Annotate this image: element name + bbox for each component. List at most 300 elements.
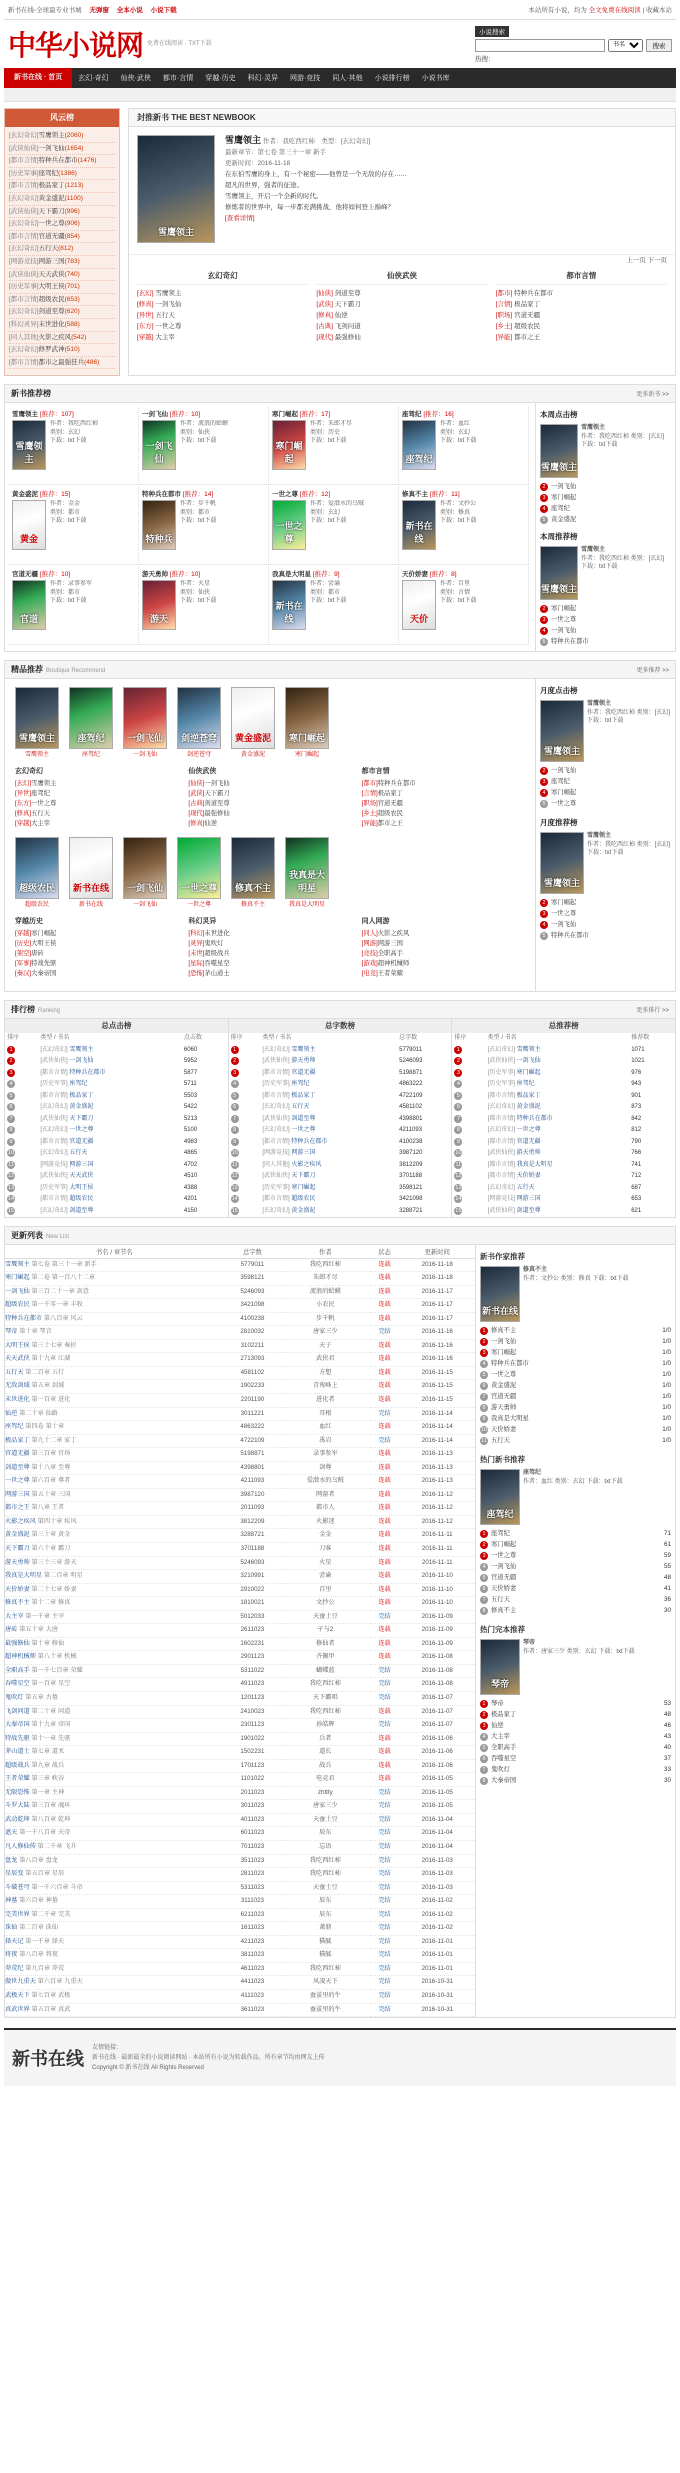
wind-rank-item[interactable] xyxy=(9,231,115,244)
table-row[interactable] xyxy=(5,1813,475,1827)
rank-book-name[interactable]: 座驾纪 xyxy=(515,1081,535,1087)
table-row[interactable] xyxy=(5,1976,475,1990)
nav-item[interactable]: 都市·言情 xyxy=(162,75,194,82)
rank-book-name[interactable]: 天天武侠 xyxy=(67,1173,94,1179)
item-name[interactable]: 都市之王 xyxy=(377,820,403,827)
rank-book-name[interactable]: 网游三国 xyxy=(67,1161,94,1168)
item-name[interactable]: 大明王侯 xyxy=(31,940,57,947)
wind-rank-item[interactable] xyxy=(9,180,115,193)
wind-rank-item[interactable] xyxy=(9,218,115,231)
table-row[interactable] xyxy=(5,1461,475,1475)
table-row[interactable] xyxy=(5,2003,475,2017)
pick-cover-title[interactable]: 寒门崛起 xyxy=(294,752,319,758)
side-list-item[interactable] xyxy=(480,1775,671,1786)
wind-rank-item[interactable] xyxy=(9,357,115,370)
table-row[interactable] xyxy=(229,1125,452,1137)
update-chapter[interactable]: 第六百章 九重天 xyxy=(35,1978,83,1986)
pick-cover[interactable] xyxy=(123,837,167,899)
book-cover[interactable] xyxy=(402,580,436,630)
list-item[interactable] xyxy=(362,929,525,939)
update-author[interactable]: 道长 xyxy=(281,1746,369,1760)
item-name[interactable]: 天下霸刀 xyxy=(204,790,230,797)
pick-cover-item[interactable] xyxy=(231,687,275,758)
item-name[interactable]: 吞噬星空 xyxy=(204,960,230,967)
side-item-name[interactable]: 一世之尊 xyxy=(491,1371,517,1378)
side-item-name[interactable]: 全职高手 xyxy=(491,1744,517,1751)
table-row[interactable] xyxy=(5,1570,475,1584)
side-top-book[interactable] xyxy=(480,1469,671,1525)
update-chapter[interactable]: 第二十章 仙路 xyxy=(17,1409,58,1417)
item-name[interactable]: 极品家丁 xyxy=(377,790,403,797)
update-chapter[interactable]: 第三章 峡谷 xyxy=(29,1775,65,1783)
item-name[interactable]: 最强修仙 xyxy=(332,334,361,341)
side-top-cover[interactable] xyxy=(540,546,578,600)
update-chapter[interactable]: 第三十七章 奏折 xyxy=(29,1341,77,1349)
update-author[interactable]: 小农民 xyxy=(281,1299,369,1313)
item-name[interactable]: 剑道至尊 xyxy=(332,290,361,297)
book-title[interactable]: 寒门崛起 [推荐：17] xyxy=(272,411,331,418)
list-item[interactable] xyxy=(15,799,178,809)
update-book-name[interactable]: 飞剑问道 xyxy=(5,1707,30,1715)
update-book-name[interactable]: 斗破苍穹 xyxy=(5,1883,30,1891)
side-list-item[interactable] xyxy=(480,1742,671,1753)
update-author[interactable]: 火星 xyxy=(281,1556,369,1570)
update-book-name[interactable]: 超级战兵 xyxy=(5,1761,30,1769)
pick-cover[interactable] xyxy=(177,687,221,749)
side-item-name[interactable]: 我真是大明星 xyxy=(491,1415,529,1422)
list-item[interactable] xyxy=(15,929,178,939)
search-type-select[interactable] xyxy=(608,39,643,52)
rank-book-name[interactable]: 一剑飞仙 xyxy=(38,144,65,152)
update-chapter[interactable]: 第二卷 第一百八十二章 xyxy=(29,1274,96,1282)
update-author[interactable]: 耳根 xyxy=(281,1407,369,1421)
update-author[interactable]: 百里 xyxy=(281,1583,369,1597)
list-item[interactable] xyxy=(362,819,525,829)
rank-book-name[interactable]: 超级农民 xyxy=(67,1196,94,1202)
side-list-item[interactable] xyxy=(480,1435,671,1446)
update-author[interactable]: 猫腻 xyxy=(281,1949,369,1963)
side-list-item[interactable] xyxy=(540,603,671,614)
side-list-item[interactable] xyxy=(540,930,671,941)
list-item[interactable] xyxy=(188,799,351,809)
update-chapter[interactable]: 第二十七章 娇妻 xyxy=(29,1585,77,1593)
item-name[interactable]: 剑道至尊 xyxy=(204,800,230,807)
update-book-name[interactable]: 都市之王 xyxy=(5,1504,30,1512)
update-book-name[interactable]: 斗罗大陆 xyxy=(5,1802,30,1810)
rank-book-name[interactable]: 黄金盛泥 xyxy=(67,1104,94,1110)
table-row[interactable] xyxy=(5,1326,475,1340)
pick-cover-item[interactable] xyxy=(15,687,59,758)
book-card[interactable] xyxy=(139,567,269,645)
list-item[interactable] xyxy=(362,959,525,969)
update-chapter[interactable]: 第二千章 完美 xyxy=(29,1910,71,1918)
book-cover[interactable] xyxy=(402,420,436,470)
pager-prev[interactable]: 上一页 xyxy=(626,257,646,264)
rank-book-name[interactable]: 游天勇帅 xyxy=(289,1058,316,1064)
side-top-title[interactable]: 琴帝 xyxy=(523,1640,536,1646)
item-name[interactable]: 官道无疆 xyxy=(512,312,541,319)
item-name[interactable]: 最强修仙 xyxy=(204,810,230,817)
update-author[interactable]: 辰东 xyxy=(281,1827,369,1841)
update-chapter[interactable]: 第二百章 明星 xyxy=(42,1572,83,1580)
rank-book-name[interactable]: 雪鹰领主 xyxy=(289,1046,316,1053)
update-chapter[interactable]: 第十九章 帝国 xyxy=(29,1721,71,1729)
table-row[interactable] xyxy=(5,1421,475,1435)
update-book-name[interactable]: 琴帝 xyxy=(5,1328,18,1336)
update-author[interactable]: 唐家三少 xyxy=(281,1800,369,1814)
pick-cover-title[interactable]: 雪鹰领主 xyxy=(24,752,49,758)
pick-cover-title[interactable]: 一世之尊 xyxy=(186,902,211,908)
rank-book-name[interactable]: 官道无疆 xyxy=(38,232,65,240)
update-chapter[interactable]: 第八百章 乾坤 xyxy=(29,1815,71,1823)
side-item-name[interactable]: 极品家丁 xyxy=(491,1711,517,1718)
side-item-name[interactable]: 修真不主 xyxy=(491,1327,517,1334)
update-chapter[interactable]: 第一章 主神 xyxy=(29,1788,65,1796)
list-item[interactable] xyxy=(137,321,308,332)
top-link-full-novels[interactable]: 全本小说 xyxy=(116,7,143,14)
side-item-name[interactable]: 特种兵在都市 xyxy=(491,1360,529,1367)
update-author[interactable]: 火影迷 xyxy=(281,1515,369,1529)
update-author[interactable]: 流浪的蛤蟆 xyxy=(281,1285,369,1299)
side-item-name[interactable]: 寒门崛起 xyxy=(551,789,577,796)
list-item[interactable] xyxy=(188,939,351,949)
side-top-book[interactable] xyxy=(540,424,671,478)
table-row[interactable] xyxy=(452,1125,675,1137)
update-chapter[interactable]: 第十八章 至尊 xyxy=(29,1463,71,1471)
rank-book-name[interactable]: 我真是大明星 xyxy=(515,1161,553,1168)
side-list-item[interactable] xyxy=(480,1336,671,1347)
item-name[interactable]: 大主宰 xyxy=(153,334,175,341)
side-item-name[interactable]: 鬼吹灯 xyxy=(491,1766,510,1773)
update-chapter[interactable]: 第三百章 魂环 xyxy=(29,1802,71,1810)
book-card[interactable] xyxy=(399,567,529,645)
rank-book-name[interactable]: 一世之尊 xyxy=(515,1127,541,1133)
list-item[interactable] xyxy=(496,310,667,321)
item-name[interactable]: 雪鹰领主 xyxy=(31,780,57,787)
side-top-cover[interactable] xyxy=(540,700,584,762)
update-book-name[interactable]: 游天勇帅 xyxy=(5,1558,30,1566)
update-author[interactable]: 蝴蝶蓝 xyxy=(281,1664,369,1678)
update-author[interactable]: 我吃西红柿 xyxy=(281,1854,369,1868)
side-top-cover[interactable] xyxy=(480,1469,520,1525)
pick-cover-title[interactable]: 我真是大明星 xyxy=(288,902,325,908)
rank-book-name[interactable]: 官道无疆 xyxy=(67,1138,94,1145)
update-book-name[interactable]: 我真是大明星 xyxy=(5,1572,43,1580)
table-row[interactable] xyxy=(5,1285,475,1299)
pick-cover-item[interactable] xyxy=(231,837,275,908)
side-item-name[interactable]: 座驾纪 xyxy=(551,505,570,512)
update-author[interactable]: 步千帆 xyxy=(281,1312,369,1326)
update-book-name[interactable]: 官道无疆 xyxy=(5,1450,30,1458)
item-name[interactable]: 五行天 xyxy=(153,312,175,319)
update-author[interactable]: 天蚕土豆 xyxy=(281,1813,369,1827)
side-top-cover[interactable] xyxy=(540,424,578,478)
table-row[interactable] xyxy=(5,1160,228,1172)
pick-cover-item[interactable] xyxy=(123,837,167,908)
rank-book-name[interactable]: 天下霸刀 xyxy=(67,1115,94,1122)
item-name[interactable]: 极品家丁 xyxy=(512,301,541,308)
update-chapter[interactable]: 第五百章 星辰 xyxy=(23,1870,65,1878)
side-item-name[interactable]: 五行天 xyxy=(491,1437,510,1444)
table-row[interactable] xyxy=(5,1922,475,1936)
book-card[interactable] xyxy=(139,407,269,485)
item-name[interactable]: 全职高手 xyxy=(377,950,403,957)
side-top-title[interactable]: 雪鹰领主 xyxy=(587,701,612,707)
side-list-item[interactable] xyxy=(480,1572,671,1583)
update-book-name[interactable]: 茅山道士 xyxy=(5,1748,30,1756)
side-item-name[interactable]: 一世之尊 xyxy=(551,616,577,623)
rank-book-name[interactable]: 一剑飞仙 xyxy=(67,1058,94,1064)
table-row[interactable] xyxy=(5,1206,228,1218)
list-item[interactable] xyxy=(316,332,487,343)
side-item-name[interactable]: 一剑飞仙 xyxy=(551,483,577,490)
update-book-name[interactable]: 神墓 xyxy=(5,1897,18,1905)
nav-item[interactable]: 穿越·历史 xyxy=(205,75,236,82)
rank-book-name[interactable]: 雪鹰领主 xyxy=(515,1046,541,1053)
update-author[interactable]: 朱郎才尽 xyxy=(281,1272,369,1286)
item-name[interactable]: 大秦帝国 xyxy=(31,970,57,977)
update-book-name[interactable]: 天下霸刀 xyxy=(5,1544,30,1552)
side-top-title[interactable]: 雪鹰领主 xyxy=(581,547,606,553)
more-link[interactable]: 更多排行 >> xyxy=(636,1008,669,1014)
update-book-name[interactable]: 雪鹰领主 xyxy=(5,1260,30,1268)
side-list-item[interactable] xyxy=(540,636,671,647)
item-name[interactable]: 超级农民 xyxy=(512,323,541,330)
book-cover[interactable] xyxy=(142,580,176,630)
update-book-name[interactable]: 极品家丁 xyxy=(5,1436,30,1444)
book-card[interactable] xyxy=(269,487,399,565)
update-chapter[interactable]: 第八百章 将夜 xyxy=(17,1951,58,1959)
update-author[interactable]: 进化者 xyxy=(281,1393,369,1407)
table-row[interactable] xyxy=(5,1786,475,1800)
update-book-name[interactable]: 一世之尊 xyxy=(5,1477,30,1485)
rank-book-name[interactable]: 极品家丁 xyxy=(289,1092,316,1099)
rank-book-name[interactable]: 座驾纪 xyxy=(289,1081,310,1087)
side-list-item[interactable] xyxy=(540,503,671,514)
rank-book-name[interactable]: 大明王侯 xyxy=(67,1184,94,1191)
list-item[interactable] xyxy=(316,299,487,310)
table-row[interactable] xyxy=(452,1194,675,1206)
footer-logo[interactable]: 新书在线 xyxy=(12,2049,84,2070)
table-row[interactable] xyxy=(5,1746,475,1760)
side-list-item[interactable] xyxy=(480,1424,671,1435)
rank-book-name[interactable]: 游天勇帅 xyxy=(515,1150,541,1156)
item-name[interactable]: 唐砖 xyxy=(31,950,44,957)
update-chapter[interactable]: 第五十章 三国 xyxy=(29,1490,71,1498)
rank-book-name[interactable]: 剑道至尊 xyxy=(289,1115,316,1122)
side-item-name[interactable]: 官道无疆 xyxy=(491,1393,517,1400)
update-author[interactable]: 网游者 xyxy=(281,1488,369,1502)
table-row[interactable] xyxy=(5,1542,475,1556)
list-item[interactable] xyxy=(496,288,667,299)
list-item[interactable] xyxy=(188,789,351,799)
rank-book-name[interactable]: 黄金盛泥 xyxy=(289,1207,316,1214)
update-chapter[interactable]: 第六十章 霸刀 xyxy=(29,1544,71,1552)
update-book-name[interactable]: 寒门崛起 xyxy=(5,1274,30,1282)
update-chapter[interactable]: 第九十二章 家丁 xyxy=(29,1436,77,1444)
nav-item[interactable]: 网游·竞技 xyxy=(289,75,321,82)
nav-item[interactable]: 仙侠·武侠 xyxy=(120,75,151,82)
rank-book-name[interactable]: 一世之尊 xyxy=(67,1127,94,1133)
wind-rank-item[interactable] xyxy=(9,332,115,345)
rank-book-name[interactable]: 座驾纪 xyxy=(38,169,59,177)
book-cover[interactable] xyxy=(272,500,306,550)
side-list-item[interactable] xyxy=(480,1594,671,1605)
side-list-item[interactable] xyxy=(480,1325,671,1336)
update-book-name[interactable]: 诛仙 xyxy=(5,1924,18,1932)
pick-column-title[interactable]: 科幻灵异 xyxy=(188,918,217,925)
table-row[interactable] xyxy=(452,1091,675,1103)
update-book-name[interactable]: 座驾纪 xyxy=(5,1423,24,1431)
side-list-item[interactable] xyxy=(480,1764,671,1775)
side-top-cover[interactable] xyxy=(540,832,584,894)
pick-cover-item[interactable] xyxy=(123,687,167,758)
rank-book-name[interactable]: 极品家丁 xyxy=(38,182,65,190)
pick-cover-title[interactable]: 一剑飞仙 xyxy=(132,752,157,758)
update-book-name[interactable]: 真武世界 xyxy=(5,2005,30,2013)
table-row[interactable] xyxy=(5,1610,475,1624)
pick-cover[interactable] xyxy=(69,837,113,899)
wind-rank-item[interactable] xyxy=(9,155,115,168)
table-row[interactable] xyxy=(229,1137,452,1149)
side-list-item[interactable] xyxy=(540,798,671,809)
table-row[interactable] xyxy=(229,1102,452,1114)
item-name[interactable]: 超神机械师 xyxy=(377,960,410,967)
nav-item[interactable]: 玄幻·奇幻 xyxy=(78,75,109,82)
side-item-name[interactable]: 黄金盛泥 xyxy=(491,1382,517,1389)
item-name[interactable]: 一世之尊 xyxy=(153,323,182,330)
side-list-item[interactable] xyxy=(540,908,671,919)
pick-cover-title[interactable]: 剑逆苍穹 xyxy=(186,752,211,758)
table-row[interactable] xyxy=(5,1597,475,1611)
update-author[interactable]: 孑与2 xyxy=(281,1624,369,1638)
update-chapter[interactable]: 第一千六百章 斗帝 xyxy=(29,1883,83,1891)
table-row[interactable] xyxy=(5,1068,228,1080)
side-item-name[interactable]: 寒门崛起 xyxy=(551,605,577,612)
update-chapter[interactable]: 第七章 道术 xyxy=(29,1748,65,1756)
table-row[interactable] xyxy=(452,1102,675,1114)
side-list-item[interactable] xyxy=(540,481,671,492)
update-book-name[interactable]: 武极天下 xyxy=(5,1992,30,2000)
update-chapter[interactable]: 第三百二十一章 剑意 xyxy=(29,1287,89,1295)
update-book-name[interactable]: 仙逆 xyxy=(5,1409,18,1417)
rank-book-name[interactable]: 剑道至尊 xyxy=(515,1207,541,1214)
rank-book-name[interactable]: 雪鹰领主 xyxy=(38,132,65,139)
nav-item[interactable]: 小说排行榜 xyxy=(374,75,410,82)
pick-cover[interactable] xyxy=(69,687,113,749)
side-item-name[interactable]: 特种兵在都市 xyxy=(551,932,589,939)
list-item[interactable] xyxy=(15,809,178,819)
update-chapter[interactable]: 第五章 古墓 xyxy=(23,1694,58,1701)
update-chapter[interactable]: 第五百章 真武 xyxy=(29,2005,71,2013)
table-row[interactable] xyxy=(5,1258,475,1272)
update-author[interactable]: 猫腻 xyxy=(281,1935,369,1949)
pick-cover[interactable] xyxy=(177,837,221,899)
list-item[interactable] xyxy=(188,929,351,939)
update-author[interactable]: 蚕茧里的牛 xyxy=(281,1990,369,2004)
list-item[interactable] xyxy=(316,288,487,299)
list-item[interactable] xyxy=(316,321,487,332)
top-link-download[interactable]: 小说下载 xyxy=(150,7,177,14)
side-item-name[interactable]: 一世之尊 xyxy=(491,1552,517,1559)
table-row[interactable] xyxy=(5,1827,475,1841)
table-row[interactable] xyxy=(5,1125,228,1137)
item-name[interactable]: 寒门崛起 xyxy=(31,930,57,937)
book-title[interactable]: 雪鹰领主 [推荐：107] xyxy=(12,411,74,418)
pick-cover-title[interactable]: 座驾纪 xyxy=(81,752,100,758)
table-row[interactable] xyxy=(229,1160,452,1172)
wind-rank-item[interactable] xyxy=(9,143,115,156)
update-author[interactable]: 天子 xyxy=(281,1339,369,1353)
book-title[interactable]: 一剑飞仙 [推荐：10] xyxy=(142,411,201,418)
book-title[interactable]: 一世之尊 [推荐：12] xyxy=(272,491,331,498)
rank-book-name[interactable]: 火影之疾风 xyxy=(38,333,72,341)
pick-cover-title[interactable]: 一剑飞仙 xyxy=(132,902,157,908)
table-row[interactable] xyxy=(5,1475,475,1489)
update-author[interactable]: 我吃西红柿 xyxy=(281,1868,369,1882)
item-name[interactable]: 王者荣耀 xyxy=(377,970,403,977)
side-list-item[interactable] xyxy=(480,1709,671,1720)
featured-cover[interactable] xyxy=(137,135,215,243)
update-chapter[interactable]: 第八百章 盘龙 xyxy=(17,1856,58,1864)
update-book-name[interactable]: 无限恐怖 xyxy=(5,1788,30,1796)
table-row[interactable] xyxy=(5,1148,228,1160)
pager-next[interactable]: 下一页 xyxy=(647,257,667,264)
wind-rank-item[interactable] xyxy=(9,344,115,357)
update-chapter[interactable]: 第三十三章 游天 xyxy=(29,1558,77,1566)
side-top-title[interactable]: 修真不主 xyxy=(523,1267,548,1273)
side-list-item[interactable] xyxy=(480,1528,671,1539)
update-book-name[interactable]: 择天记 xyxy=(5,1937,24,1945)
table-row[interactable] xyxy=(5,1194,228,1206)
update-book-name[interactable]: 将夜 xyxy=(5,1951,18,1959)
list-item[interactable] xyxy=(496,299,667,310)
pick-cover-title[interactable]: 超级农民 xyxy=(24,902,49,908)
side-item-name[interactable]: 大秦帝国 xyxy=(491,1777,517,1784)
table-row[interactable] xyxy=(5,1637,475,1651)
rank-book-name[interactable]: 天天武侠 xyxy=(38,270,65,278)
table-row[interactable] xyxy=(5,1529,475,1543)
update-chapter[interactable]: 第一千章 主宰 xyxy=(23,1612,65,1620)
item-name[interactable]: 网游三国 xyxy=(377,940,403,947)
update-book-name[interactable]: 天价娇妻 xyxy=(5,1585,30,1593)
side-item-name[interactable]: 一剑飞仙 xyxy=(491,1338,517,1345)
update-author[interactable]: 尝谕 xyxy=(281,1570,369,1584)
rank-book-name[interactable]: 黄金盛泥 xyxy=(515,1104,541,1110)
side-item-name[interactable]: 大主宰 xyxy=(491,1733,510,1740)
table-row[interactable] xyxy=(5,1393,475,1407)
item-name[interactable]: 一剑飞仙 xyxy=(153,301,182,308)
side-item-name[interactable]: 座驾纪 xyxy=(491,1530,510,1537)
book-title[interactable]: 特种兵在都市 [推荐：14] xyxy=(142,491,214,498)
side-top-book[interactable] xyxy=(480,1639,671,1695)
table-row[interactable] xyxy=(452,1068,675,1080)
update-chapter[interactable]: 第七百章 武极 xyxy=(29,1992,71,2000)
pick-cover-item[interactable] xyxy=(177,837,221,908)
update-book-name[interactable]: 唐砖 xyxy=(5,1626,18,1634)
wind-rank-item[interactable] xyxy=(9,243,115,256)
table-row[interactable] xyxy=(229,1091,452,1103)
rank-book-name[interactable]: 官道无疆 xyxy=(289,1069,316,1076)
table-row[interactable] xyxy=(229,1183,452,1195)
list-item[interactable] xyxy=(362,969,525,979)
update-chapter[interactable]: 第三百章 官场 xyxy=(29,1450,71,1458)
rank-book-name[interactable]: 五行天 xyxy=(38,245,59,253)
book-card[interactable] xyxy=(9,567,139,645)
table-row[interactable] xyxy=(5,1732,475,1746)
update-author[interactable]: 电竞君 xyxy=(281,1773,369,1787)
update-book-name[interactable]: 黄金盛泥 xyxy=(5,1531,30,1539)
